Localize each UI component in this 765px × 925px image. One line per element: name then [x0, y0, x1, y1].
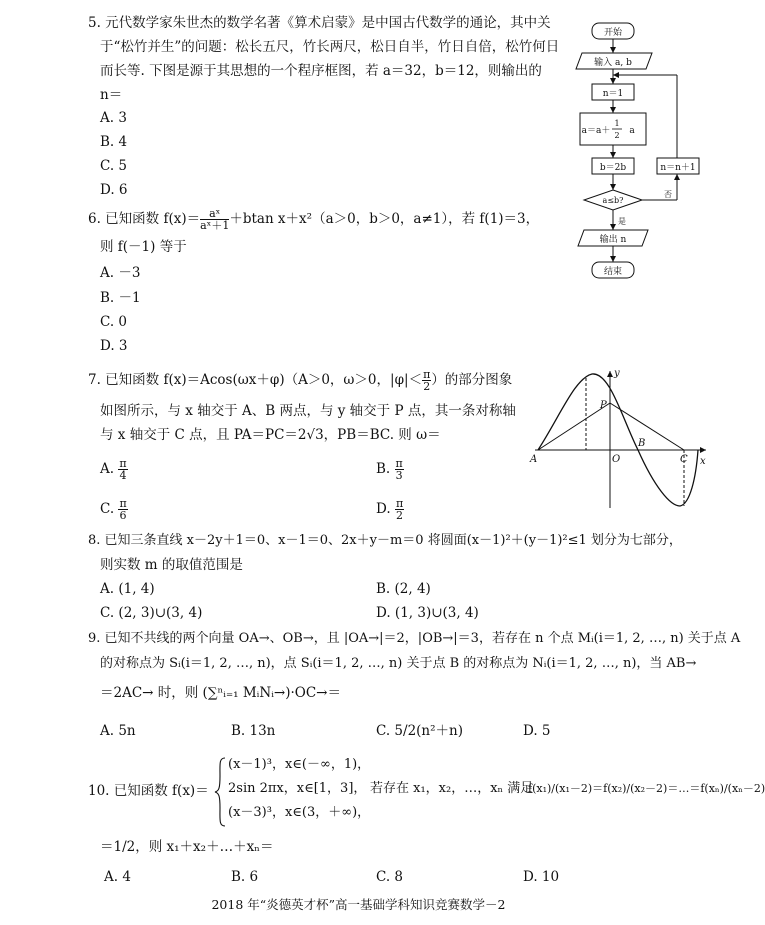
q10-line2: ＝1/2，则 x₁＋x₂＋…＋xₙ＝	[100, 839, 274, 855]
graph-p-label: P	[600, 400, 607, 411]
q6-option-a: A. －3	[100, 265, 141, 281]
q7-option-d-num: π	[395, 497, 404, 510]
q6-fraction	[200, 208, 229, 231]
q9-option-c: C. 5/2(n²＋n)	[376, 723, 463, 739]
page-footer: 2018 年“炎德英才杯”高一基础学科知识竞赛数学－2	[211, 897, 506, 912]
q6-line1	[88, 208, 539, 231]
q7-line2: 如图所示，与 x 轴交于 A、B 两点，与 y 轴交于 P 点，其一条对称轴	[100, 403, 516, 419]
flowchart	[560, 20, 710, 290]
q7-option-a-frac	[118, 458, 127, 481]
q7-line3: 与 x 轴交于 C 点，且 PA＝PC＝2√3，PB＝BC. 则 ω＝	[100, 427, 441, 443]
q6-option-b: B. －1	[100, 290, 141, 306]
flowchart-output: 输出 n	[599, 235, 627, 245]
q10-condition: 若存在 x₁，x₂，…，xₙ 满足	[370, 781, 534, 796]
q7-option-d-label: D.	[376, 501, 391, 517]
q7-option-c	[100, 498, 128, 521]
q9-line1: 9. 已知不共线的两个向量 OA→、OB→，且 |OA→|＝2，|OB→|＝3，若存在 n 个点 Mᵢ(i＝1, 2, …, n) 关于点 A	[88, 631, 741, 646]
flowchart-update-a-num: 1	[614, 119, 620, 128]
q6-fraction-den: aˣ＋1	[200, 219, 230, 232]
flowchart-init: n＝1	[602, 89, 624, 99]
q8-option-b: B. (2, 4)	[376, 581, 431, 597]
q6-fraction-num: aˣ	[200, 208, 229, 220]
q9-option-a: A. 5n	[100, 723, 136, 739]
q5-option-b: B. 4	[100, 134, 128, 150]
q5-option-c: C. 5	[100, 158, 128, 174]
q10-brace	[214, 756, 226, 828]
q5-line1: 5. 元代数学家朱世杰的数学名著《算术启蒙》是中国古代数学的通论，其中关	[88, 15, 551, 31]
q7-option-d-frac	[395, 498, 404, 521]
q7-option-b-den: 3	[395, 469, 403, 482]
graph-c-label: C	[680, 454, 688, 465]
q7-option-d-den: 2	[396, 509, 404, 522]
q7-option-c-num: π	[119, 497, 127, 510]
q10-option-d: D. 10	[523, 869, 560, 885]
q5-line2: 于“松竹并生”的问题：松长五尺，竹长两尺，松日自半，竹日自倍，松竹何日	[100, 39, 560, 55]
q10-case-1: (x－1)³，x∈(－∞，1)，	[228, 757, 371, 772]
q10-prefix: 10. 已知函数 f(x)＝	[88, 783, 209, 799]
q6-option-c: C. 0	[100, 314, 128, 330]
q7-pi-num: π	[423, 368, 431, 381]
q7-option-a-label: A.	[100, 461, 115, 477]
q5-option-d: D. 6	[100, 182, 128, 198]
q7-suffix: ）的部分图象	[431, 372, 513, 388]
q7-option-c-den: 6	[119, 509, 127, 522]
flowchart-update-a-post: a	[629, 126, 635, 136]
q5-line3: 而长等. 下图是源于其思想的一个程序框图，若 a＝32，b＝12，则输出的	[100, 63, 542, 79]
q7-option-a	[100, 458, 128, 481]
q7-option-b-label: B.	[376, 461, 391, 477]
q10-ratio: f(x₁)/(x₁－2)＝f(x₂)/(x₂－2)＝…＝f(xₙ)/(xₙ－2)	[528, 782, 765, 795]
flowchart-end: 结束	[603, 267, 623, 277]
q7-function-graph	[530, 368, 710, 513]
q9-line3: ＝2AC→ 时，则 (∑ⁿᵢ₌₁ MᵢNᵢ→)·OC→＝	[100, 685, 341, 701]
q7-option-a-num: π	[119, 457, 127, 470]
flowchart-condition: a≤b?	[602, 196, 624, 205]
q9-line2: 的对称点为 Sᵢ(i＝1, 2, …, n)，点 Sᵢ(i＝1, 2, …, n) 关于点 B 的对称点为 Nᵢ(i＝1, 2, …, n)，当 AB→	[100, 656, 697, 671]
q10-option-b: B. 6	[231, 869, 259, 885]
graph-o-label: O	[612, 454, 621, 465]
q7-option-a-den: 4	[119, 469, 127, 482]
q7-prefix: 7. 已知函数 f(x)＝Acos(ωx＋φ)（A＞0，ω＞0，|φ|＜	[88, 372, 423, 388]
flowchart-no: 否	[664, 190, 672, 199]
q7-option-c-label: C.	[100, 501, 115, 517]
q9-option-b: B. 13n	[231, 723, 276, 739]
q8-line2: 则实数 m 的取值范围是	[100, 557, 243, 573]
flowchart-update-b: b＝2b	[599, 163, 627, 173]
q7-option-c-frac	[118, 498, 127, 521]
flowchart-update-a-pre: a＝a＋	[581, 126, 611, 136]
flowchart-start: 开始	[603, 28, 623, 38]
q7-line1	[88, 369, 512, 392]
q8-option-a: A. (1, 4)	[100, 581, 155, 597]
q10-case-2: 2sin 2πx，x∈[1，3]，	[228, 781, 367, 796]
q7-option-b	[376, 458, 404, 481]
flowchart-increment: n＝n＋1	[660, 163, 696, 173]
graph-y-label: y	[614, 368, 620, 379]
q8-option-d: D. (1, 3)∪(3, 4)	[376, 605, 479, 621]
flowchart-update-a-den: 2	[614, 131, 620, 140]
graph-a-label: A	[530, 454, 538, 465]
q7-pi-den: 2	[423, 380, 431, 393]
q10-option-a: A. 4	[104, 869, 131, 885]
q6-line2: 则 f(－1) 等于	[100, 239, 187, 255]
q5-option-a: A. 3	[100, 110, 127, 126]
flowchart-input: 输入 a, b	[594, 58, 632, 68]
flowchart-yes: 是	[618, 217, 626, 226]
q7-pi-fraction	[422, 369, 431, 392]
q6-prefix: 6. 已知函数 f(x)＝	[88, 211, 201, 227]
q9-option-d: D. 5	[523, 723, 551, 739]
q7-option-b-frac	[395, 458, 404, 481]
q7-option-b-num: π	[395, 457, 403, 470]
q8-option-c: C. (2, 3)∪(3, 4)	[100, 605, 203, 621]
q6-option-d: D. 3	[100, 338, 128, 354]
q7-option-d	[376, 498, 404, 521]
graph-x-label: x	[700, 456, 706, 467]
q10-option-c: C. 8	[376, 869, 404, 885]
q5-line4: n＝	[100, 87, 123, 103]
segment-pc	[610, 403, 684, 450]
q8-line1: 8. 已知三条直线 x－2y＋1＝0、x－1＝0、2x＋y－m＝0 将圆面(x－1)²＋(y－1)²≤1 划分为七部分，	[88, 533, 682, 548]
q6-suffix: ＋btan x＋x²（a＞0，b＞0，a≠1），若 f(1)＝3，	[229, 211, 540, 227]
graph-b-label: B	[638, 438, 646, 449]
q10-case-3: (x－3)³，x∈(3，＋∞)，	[228, 805, 371, 820]
cosine-curve	[538, 374, 698, 506]
